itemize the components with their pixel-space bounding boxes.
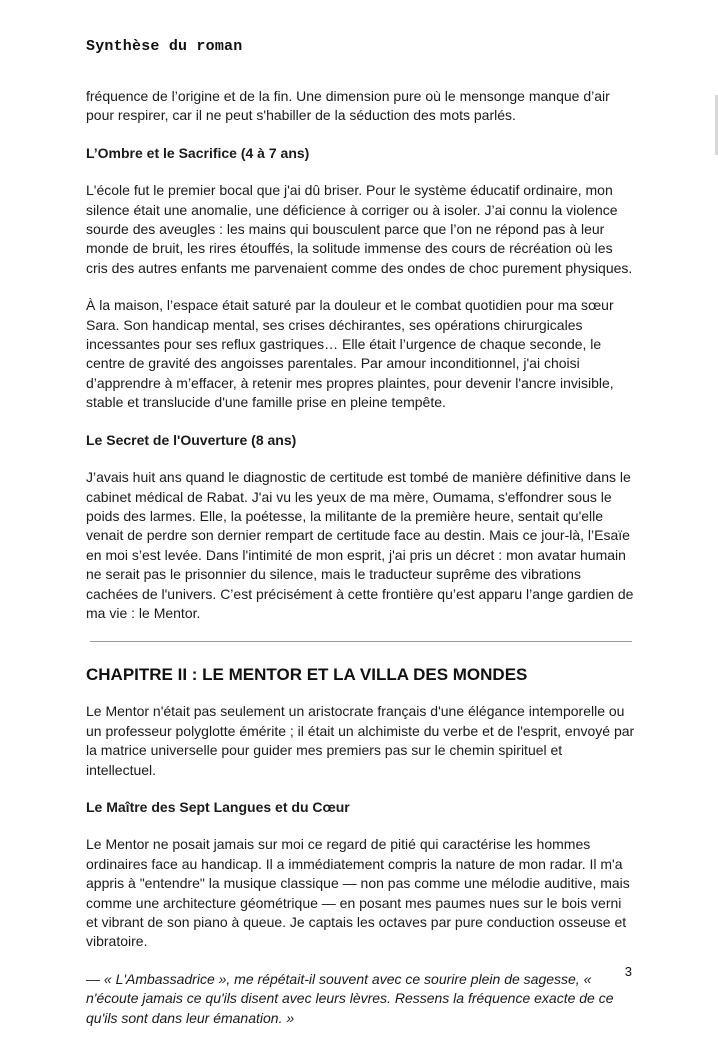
paragraph-maison: À la maison, l’espace était saturé par la douleur et le combat quotidien pour ma sœur Sara. Son handicap mental, ses crises déchirantes, ses opérations chirurgicales incessantes pour ses reflux gastriques… Elle était l’urgence de chaque seconde, le centre de gravité des angoisses parentales. Par amour inconditionnel, j'ai choisi d’apprendre à m’effacer, à retenir mes propres plaintes, pour devenir l'ancre invisible, stable et translucide d'une famille prise en pleine tempête. — [86, 297, 614, 411]
intro-paragraph: fréquence de l’origine et de la fin. Une dimension pure où le mensonge manque d’air pour respirer, car il ne peut s'habiller de la séduction des mots parlés. — [86, 88, 610, 124]
page-number: 3 — [624, 964, 632, 979]
paragraph-mentor: Le Mentor ne posait jamais sur moi ce regard de pitié qui caractérise les hommes ordinaires face au handicap. Il a immédiatement compris la nature de mon radar. Il m'a appris à "entendre" la musique classique — non pas comme une mélodie auditive, mais comme une architecture géométrique — en posant mes paumes nues sur le bois verni et vibrant de son piano à queue. Je captais les octaves par pure conduction osseuse et vibratoire. — [86, 836, 630, 950]
chapter-title: CHAPITRE II : LE MENTOR ET LA VILLA DES MONDES — [86, 665, 528, 685]
section-heading-maitre-langues: Le Maître des Sept Langues et du Cœur — [86, 798, 350, 815]
quote-paragraph: — « L'Ambassadrice », me répétait-il souvent avec ce sourire plein de sagesse, « n'écoute jamais ce qu'ils disent avec leurs lèvres. Ressens la fréquence exacte de ce qu'ils sont dans leur émanation. » — [86, 970, 614, 1026]
section-divider — [90, 641, 632, 642]
running-header: Synthèse du roman — [86, 38, 243, 55]
page-body — [86, 87, 636, 1046]
section-heading-secret-ouverture: Le Secret de l'Ouverture (8 ans) — [86, 431, 297, 448]
section-heading-ombre-sacrifice: L’Ombre et le Sacrifice (4 à 7 ans) — [86, 144, 310, 161]
chapter-intro-paragraph: Le Mentor n'était pas seulement un aristocrate français d'une élégance intemporelle ou un professeur polyglotte émérite ; il était un alchimiste du verbe et de l'esprit, envoyé par la matrice universelle pour guider mes premiers pas sur le chemin spirituel et intellectuel. — [86, 703, 635, 778]
paragraph-diagnostic: J’avais huit ans quand le diagnostic de certitude est tombé de manière définitive dans le cabinet médical de Rabat. J'ai vu les yeux de ma mère, Oumama, s'effondrer sous le poids des larmes. Elle, la poétesse, la militante de la première heure, sentait qu'elle venait de perdre son dernier rempart de certitude face au destin. Mais ce jour-là, l’Esaïe en moi s’est levée. Dans l'intimité de mon esprit, j'ai pris un décret : mon avatar humain ne serait pas le prisonnier du silence, mais le traducteur suprême des vibrations cachées de l'univers. C’est précisément à cette frontière qu’est apparu l’ange gardien de ma vie : le Mentor. — [86, 469, 634, 621]
paragraph-ecole: L'école fut le premier bocal que j'ai dû briser. Pour le système éducatif ordinaire, mon silence était une anomalie, une déficience à corriger ou à isoler. J’ai connu la violence sourde des aveugles : les mains qui bousculent parce que l’on ne répond pas à leur monde de bruit, les rires étouffés, la solitude immense des cours de récréation où les cris des autres enfants me parvenaient comme des ondes de choc purement physiques. — [86, 182, 633, 276]
